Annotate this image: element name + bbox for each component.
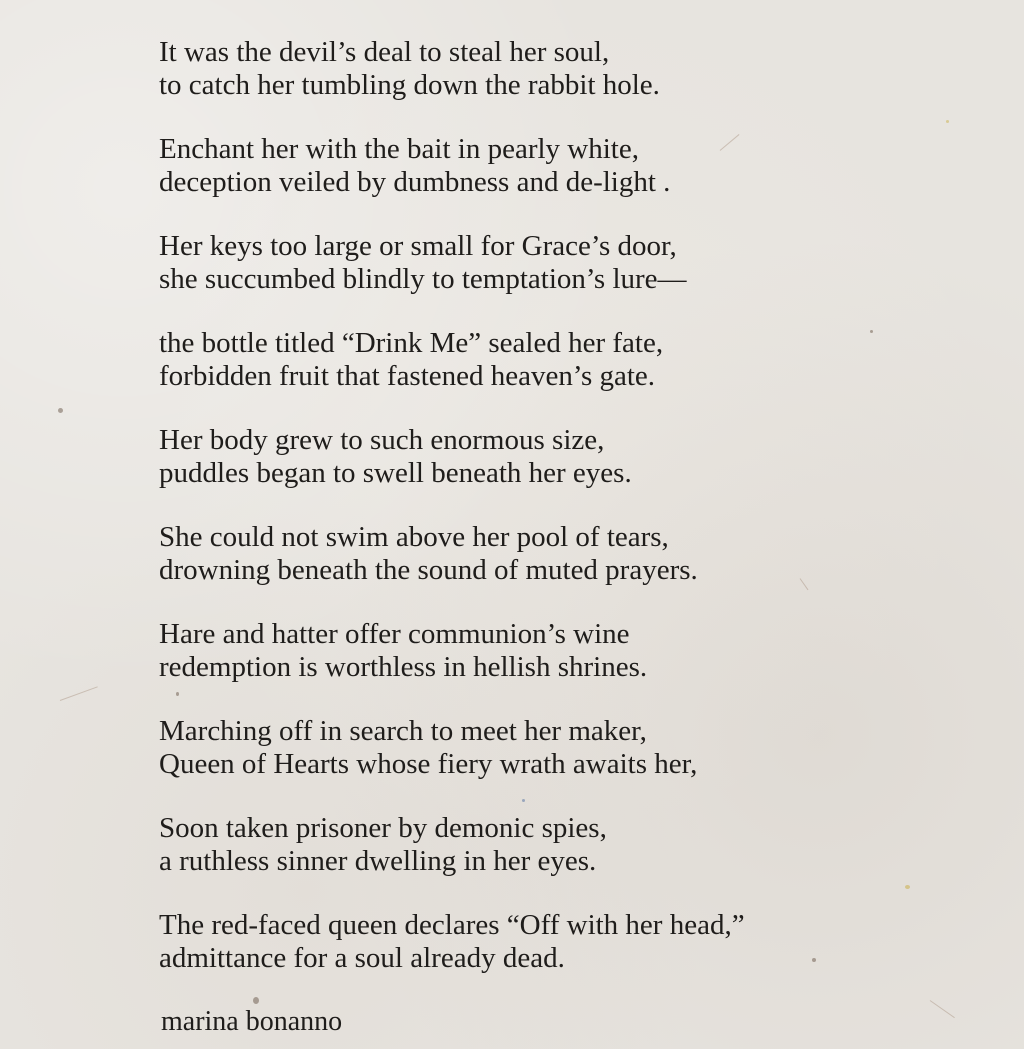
poem-line: Her body grew to such enormous size, [159,424,605,456]
paper-fiber [60,686,98,701]
poem-line: she succumbed blindly to temptation’s lure— [159,263,687,295]
poem-line: Her keys too large or small for Grace’s door, [159,230,677,262]
poem-line: It was the devil’s deal to steal her soul, [159,36,610,68]
poem-line: redemption is worthless in hellish shrines. [159,651,648,683]
poem-line: to catch her tumbling down the rabbit hole. [159,69,660,101]
poem-line: the bottle titled “Drink Me” sealed her fate, [159,327,664,359]
stanza-3 [159,230,999,327]
poem [159,36,999,1006]
stanza-9 [159,812,999,909]
stanza-4 [159,327,999,424]
stanza-1 [159,36,999,133]
paper-speck [58,408,63,413]
stanza-7 [159,618,999,715]
author-signature: marina bonanno [161,1006,343,1037]
poem-line: deception veiled by dumbness and de-light . [159,166,671,198]
stanza-8 [159,715,999,812]
stanza-10 [159,909,999,1006]
stanza-2 [159,133,999,230]
poem-line: Queen of Hearts whose fiery wrath awaits her, [159,748,698,780]
poem-line: drowning beneath the sound of muted prayers. [159,554,698,586]
poem-line: Hare and hatter offer communion’s wine [159,618,630,650]
poem-line: admittance for a soul already dead. [159,942,565,974]
poem-line: a ruthless sinner dwelling in her eyes. [159,845,597,877]
poem-line: She could not swim above her pool of tears, [159,521,669,553]
poem-line: Marching off in search to meet her maker, [159,715,647,747]
stanza-6 [159,521,999,618]
poem-line: Soon taken prisoner by demonic spies, [159,812,607,844]
poem-line: forbidden fruit that fastened heaven’s gate. [159,360,656,392]
poem-line: Enchant her with the bait in pearly white, [159,133,639,165]
stanza-5 [159,424,999,521]
poem-line: The red-faced queen declares “Off with her head,” [159,909,745,941]
poem-line: puddles began to swell beneath her eyes. [159,457,632,489]
